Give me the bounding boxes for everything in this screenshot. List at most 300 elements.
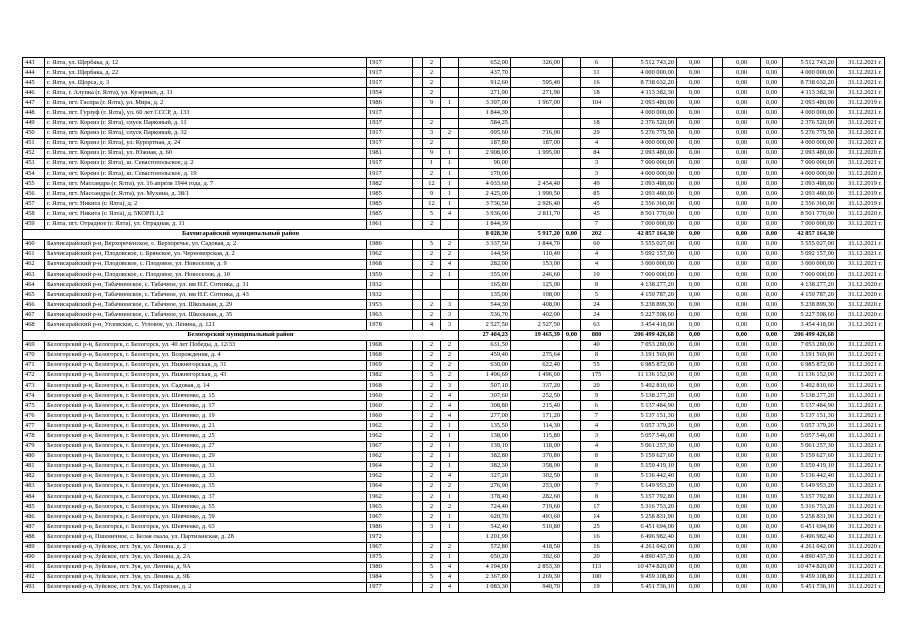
- cell-residents: 4: [581, 249, 613, 259]
- cell-year-built: 1962: [367, 249, 413, 259]
- cell-residents: 4: [581, 421, 613, 431]
- cell-floors: 2: [423, 169, 441, 179]
- cell-completion-date: 31.12.2021 г.: [837, 128, 885, 138]
- cell-floors: 2: [423, 542, 441, 552]
- cell-fund-cost: 0,00: [677, 118, 713, 128]
- cell-completion-date: 31.12.2021 г.: [837, 492, 885, 502]
- cell-non-living-area: [563, 199, 581, 209]
- cell-address: Бахчисарайский р-н, Плодовское, с. Брянское, ул. Черноморская, д. 2: [45, 249, 367, 259]
- cell-living-area: 282,60: [511, 492, 563, 502]
- cell-non-living-area: [563, 492, 581, 502]
- cell-owner-funds: 5 136 442,40: [783, 471, 837, 481]
- cell-local-cost: 0,00: [761, 381, 783, 391]
- cell-completion-date: 31.12.2021 г.: [837, 441, 885, 451]
- cell-total-area: 630,00: [459, 360, 511, 370]
- cell-year-built: 1981: [367, 148, 413, 158]
- cell-address: г. Ялта, ул. Щербака, д. 22: [45, 68, 367, 78]
- cell-local-cost: 0,00: [761, 441, 783, 451]
- cell-floors: 5: [423, 239, 441, 249]
- cell-row-number: 464: [23, 280, 45, 290]
- cell-residents: 25: [581, 522, 613, 532]
- cell-address: г. Ялта, ул. Щорса, д. 3: [45, 78, 367, 88]
- cell-fund-cost: 0,00: [677, 179, 713, 189]
- cell-floors: 2: [423, 350, 441, 360]
- cell-completion-date: 31.12.2021 г.: [837, 370, 885, 380]
- cell-address: Белогорский р-н, Белогорск, г. Белогорск, ул. 40 лет Победы, д. 12/33: [45, 340, 367, 350]
- cell-residents: 4: [581, 441, 613, 451]
- subtotal-completion-date: [837, 229, 885, 239]
- cell-total-cost: 2 093 480,00: [613, 148, 677, 158]
- cell-owner-funds: 5 258 831,90: [783, 512, 837, 522]
- cell-owner-funds: 2 093 480,00: [783, 179, 837, 189]
- cell-floors: 2: [423, 68, 441, 78]
- cell-completion-date: 31.12.2020 г.: [837, 280, 885, 290]
- cell-residents: 3: [581, 431, 613, 441]
- cell-total-area: 2 527,50: [459, 320, 511, 330]
- cell-residents: 60: [581, 239, 613, 249]
- cell-owner-funds: 2 376 520,00: [783, 118, 837, 128]
- table-row: [23, 441, 885, 451]
- table-row: [23, 58, 885, 68]
- cell-non-living-area: [563, 451, 581, 461]
- cell-residents: 49: [581, 179, 613, 189]
- cell-regional-cost: 0,00: [723, 522, 761, 532]
- cell-total-area: 1 496,60: [459, 370, 511, 380]
- cell-entrances: [441, 138, 459, 148]
- cell-year-reconstructed: [413, 320, 423, 330]
- table-row: [23, 148, 885, 158]
- cell-total-cost: 5 057 546,00: [613, 431, 677, 441]
- cell-non-living-area: [563, 280, 581, 290]
- cell-year-built: 1917: [367, 128, 413, 138]
- cell-local-cost: 0,00: [761, 370, 783, 380]
- table-row: [23, 158, 885, 168]
- cell-row-number: 460: [23, 239, 45, 249]
- cell-total-cost: 4 000 000,00: [613, 169, 677, 179]
- cell-year-reconstructed: [413, 98, 423, 108]
- cell-owner-funds: 2 093 480,00: [783, 98, 837, 108]
- cell-total-area: 3 736,50: [459, 199, 511, 209]
- cell-completion-date: 31.12.2020 г.: [837, 310, 885, 320]
- cell-owner-funds: 7 000 000,00: [783, 269, 837, 279]
- cell-non-living-area: [563, 421, 581, 431]
- table-row: [23, 421, 885, 431]
- cell-residents: 85: [581, 189, 613, 199]
- cell-local-cost: 0,00: [761, 512, 783, 522]
- cell-residents: 6: [581, 401, 613, 411]
- cell-year-reconstructed: [413, 199, 423, 209]
- cell-residents: 11: [581, 68, 613, 78]
- cell-owner-funds: 5 316 753,20: [783, 502, 837, 512]
- district-title: Белогорский муниципальный район: [23, 330, 459, 340]
- cell-owner-funds: 7 053 280,00: [783, 340, 837, 350]
- district-subtotal-row: [23, 229, 885, 239]
- cell-fund-cost: 0,00: [677, 300, 713, 310]
- cell-budget-cost: [713, 350, 723, 360]
- cell-budget-cost: [713, 471, 723, 481]
- cell-address: Бахчисарайский р-н, Плодовское, с. Плодовое, ул. Новоселов, д. 9: [45, 259, 367, 269]
- cell-row-number: 485: [23, 502, 45, 512]
- cell-owner-funds: 5 512 743,20: [783, 58, 837, 68]
- cell-floors: 1: [423, 158, 441, 168]
- cell-fund-cost: 0,00: [677, 58, 713, 68]
- cell-row-number: 449: [23, 118, 45, 128]
- cell-floors: 2: [423, 269, 441, 279]
- cell-year-reconstructed: [413, 128, 423, 138]
- cell-floors: [423, 108, 441, 118]
- cell-year-built: 1964: [367, 461, 413, 471]
- cell-owner-funds: 5 238 899,30: [783, 300, 837, 310]
- cell-address: Белогорский р-н, Белогорск, г. Белогорск, ул. Шевченко, д. 19: [45, 411, 367, 421]
- cell-regional-cost: 0,00: [723, 512, 761, 522]
- cell-year-reconstructed: [413, 239, 423, 249]
- subtotal-non-living-area: 0,00: [563, 229, 581, 239]
- cell-residents: 8: [581, 471, 613, 481]
- cell-fund-cost: 0,00: [677, 78, 713, 88]
- cell-owner-funds: 5 159 627,60: [783, 451, 837, 461]
- cell-entrances: [441, 58, 459, 68]
- cell-year-reconstructed: [413, 138, 423, 148]
- cell-year-reconstructed: [413, 269, 423, 279]
- cell-entrances: 1: [441, 492, 459, 502]
- cell-address: Бахчисарайский р-н, Табачненское, с. Табачное, ул. Школьная, д. 29: [45, 300, 367, 310]
- cell-year-reconstructed: [413, 310, 423, 320]
- cell-living-area: [511, 158, 563, 168]
- subtotal-total-cost: 42 857 164,30: [613, 229, 677, 239]
- cell-year-reconstructed: [413, 461, 423, 471]
- cell-year-built: 1982: [367, 179, 413, 189]
- table-row: [23, 310, 885, 320]
- cell-row-number: 469: [23, 340, 45, 350]
- cell-fund-cost: 0,00: [677, 381, 713, 391]
- cell-total-area: 382,80: [459, 451, 511, 461]
- cell-budget-cost: [713, 492, 723, 502]
- cell-entrances: 1: [441, 98, 459, 108]
- cell-row-number: 445: [23, 78, 45, 88]
- cell-non-living-area: [563, 582, 581, 592]
- cell-total-area: 995,60: [459, 128, 511, 138]
- cell-total-area: 4 194,00: [459, 562, 511, 572]
- cell-owner-funds: 5 092 157,00: [783, 249, 837, 259]
- cell-fund-cost: 0,00: [677, 391, 713, 401]
- cell-entrances: 1: [441, 158, 459, 168]
- cell-living-area: [511, 68, 563, 78]
- cell-fund-cost: 0,00: [677, 441, 713, 451]
- cell-year-reconstructed: [413, 108, 423, 118]
- cell-year-reconstructed: [413, 249, 423, 259]
- cell-total-cost: 4 000 000,00: [613, 108, 677, 118]
- cell-owner-funds: 5 057 546,00: [783, 431, 837, 441]
- subtotal-regional-cost: 0,00: [723, 229, 761, 239]
- cell-year-reconstructed: [413, 582, 423, 592]
- cell-budget-cost: [713, 179, 723, 189]
- cell-address: Белогорский р-н, Зуйское, пгт. Зуя, ул. Ленина, д. 9Б: [45, 572, 367, 582]
- cell-owner-funds: 5 276 779,58: [783, 128, 837, 138]
- cell-total-cost: 5 157 792,80: [613, 492, 677, 502]
- cell-residents: 104: [581, 98, 613, 108]
- subtotal-budget-cost: [713, 229, 723, 239]
- cell-total-area: 3 337,50: [459, 239, 511, 249]
- cell-budget-cost: [713, 169, 723, 179]
- cell-year-reconstructed: [413, 340, 423, 350]
- cell-total-area: 135,00: [459, 290, 511, 300]
- cell-residents: 55: [581, 360, 613, 370]
- cell-fund-cost: 0,00: [677, 451, 713, 461]
- cell-total-area: 3 397,00: [459, 98, 511, 108]
- table-row: [23, 350, 885, 360]
- cell-year-built: 1967: [367, 542, 413, 552]
- cell-year-built: 1975: [367, 552, 413, 562]
- cell-budget-cost: [713, 280, 723, 290]
- cell-address: г. Ялта, пгт. Гаспра (г. Ялта), ул. Мира, д. 2: [45, 98, 367, 108]
- cell-non-living-area: [563, 259, 581, 269]
- cell-living-area: 275,64: [511, 350, 563, 360]
- cell-non-living-area: [563, 98, 581, 108]
- cell-owner-funds: 6 985 872,00: [783, 360, 837, 370]
- cell-total-area: 584,25: [459, 118, 511, 128]
- cell-year-reconstructed: [413, 572, 423, 582]
- cell-row-number: 459: [23, 219, 45, 229]
- cell-regional-cost: 0,00: [723, 411, 761, 421]
- cell-fund-cost: 0,00: [677, 219, 713, 229]
- cell-total-cost: 6 451 694,00: [613, 522, 677, 532]
- cell-year-built: 1962: [367, 421, 413, 431]
- cell-budget-cost: [713, 441, 723, 451]
- cell-total-cost: 6 496 982,40: [613, 532, 677, 542]
- cell-completion-date: 31.12.2021 г.: [837, 512, 885, 522]
- cell-owner-funds: 6 496 982,40: [783, 532, 837, 542]
- cell-entrances: 1: [441, 461, 459, 471]
- cell-floors: 2: [423, 219, 441, 229]
- cell-address: Бахчисарайский р-н, Табачненское, с. Табачное, ул. им Н.Г. Сотника, д. 43: [45, 290, 367, 300]
- cell-floors: 2: [423, 552, 441, 562]
- cell-year-built: 1968: [367, 259, 413, 269]
- cell-row-number: 455: [23, 179, 45, 189]
- cell-local-cost: 0,00: [761, 169, 783, 179]
- cell-total-area: 276,90: [459, 481, 511, 491]
- cell-regional-cost: 0,00: [723, 290, 761, 300]
- cell-address: Белогорский р-н, Белогорск, г. Белогорск, ул. Шевченко, д. 55: [45, 502, 367, 512]
- cell-row-number: 443: [23, 58, 45, 68]
- cell-total-area: 2 425,00: [459, 189, 511, 199]
- cell-local-cost: 0,00: [761, 179, 783, 189]
- cell-total-area: 542,40: [459, 522, 511, 532]
- cell-regional-cost: 0,00: [723, 360, 761, 370]
- cell-total-cost: 3 191 569,80: [613, 350, 677, 360]
- cell-living-area: 153,00: [511, 259, 563, 269]
- cell-budget-cost: [713, 552, 723, 562]
- table-row: [23, 138, 885, 148]
- subtotal-fund-cost: 0,00: [677, 229, 713, 239]
- cell-row-number: 466: [23, 300, 45, 310]
- cell-total-cost: 2 556 360,00: [613, 199, 677, 209]
- cell-completion-date: 31.12.2021 г.: [837, 411, 885, 421]
- cell-year-built: 1963: [367, 310, 413, 320]
- cell-year-reconstructed: [413, 118, 423, 128]
- cell-local-cost: 0,00: [761, 138, 783, 148]
- cell-row-number: 482: [23, 471, 45, 481]
- cell-total-area: 1 083,30: [459, 582, 511, 592]
- cell-local-cost: 0,00: [761, 320, 783, 330]
- cell-budget-cost: [713, 411, 723, 421]
- cell-budget-cost: [713, 431, 723, 441]
- cell-fund-cost: 0,00: [677, 481, 713, 491]
- cell-budget-cost: [713, 128, 723, 138]
- cell-total-area: 652,00: [459, 58, 511, 68]
- cell-budget-cost: [713, 138, 723, 148]
- cell-year-reconstructed: [413, 350, 423, 360]
- cell-year-built: 1978: [367, 320, 413, 330]
- cell-completion-date: 31.12.2021 г.: [837, 138, 885, 148]
- cell-total-area: 282,00: [459, 259, 511, 269]
- cell-owner-funds: 9 459 108,80: [783, 572, 837, 582]
- cell-budget-cost: [713, 502, 723, 512]
- cell-living-area: [511, 108, 563, 118]
- cell-completion-date: 31.12.2021 г.: [837, 118, 885, 128]
- cell-living-area: 358,00: [511, 461, 563, 471]
- cell-residents: 9: [581, 391, 613, 401]
- cell-total-cost: 4 150 787,20: [613, 290, 677, 300]
- table-row: [23, 481, 885, 491]
- cell-year-reconstructed: [413, 532, 423, 542]
- cell-budget-cost: [713, 148, 723, 158]
- cell-entrances: 1: [441, 552, 459, 562]
- cell-address: Белогорский р-н, Белогорск, г. Белогорск, ул. Шевченко, д. 17: [45, 401, 367, 411]
- cell-total-cost: 5 451 736,10: [613, 582, 677, 592]
- cell-regional-cost: 0,00: [723, 401, 761, 411]
- cell-fund-cost: 0,00: [677, 310, 713, 320]
- cell-row-number: 483: [23, 481, 45, 491]
- cell-budget-cost: [713, 481, 723, 491]
- cell-non-living-area: [563, 431, 581, 441]
- cell-completion-date: 31.12.2021 г.: [837, 401, 885, 411]
- cell-address: Белогорский р-н, Зуйское, пгт. Зуя, ул. Партизан, д. 2: [45, 582, 367, 592]
- cell-address: Белогорский р-н, Белогорск, г. Белогорск, ул. Шевченко, д. 63: [45, 522, 367, 532]
- cell-year-built: 1982: [367, 370, 413, 380]
- cell-local-cost: 0,00: [761, 401, 783, 411]
- cell-regional-cost: 0,00: [723, 269, 761, 279]
- cell-total-area: 2 908,00: [459, 148, 511, 158]
- cell-year-reconstructed: [413, 209, 423, 219]
- cell-owner-funds: 4 113 382,30: [783, 88, 837, 98]
- cell-floors: 5: [423, 370, 441, 380]
- cell-local-cost: 0,00: [761, 58, 783, 68]
- cell-entrances: [441, 280, 459, 290]
- cell-regional-cost: 0,00: [723, 189, 761, 199]
- cell-floors: 2: [423, 512, 441, 522]
- cell-total-cost: 4 138 277,20: [613, 280, 677, 290]
- cell-budget-cost: [713, 269, 723, 279]
- cell-non-living-area: [563, 300, 581, 310]
- cell-living-area: 622,40: [511, 360, 563, 370]
- cell-year-built: 1968: [367, 381, 413, 391]
- cell-living-area: 1 995,00: [511, 148, 563, 158]
- table-row: [23, 98, 885, 108]
- cell-entrances: 4: [441, 259, 459, 269]
- cell-entrances: 4: [441, 562, 459, 572]
- cell-owner-funds: 8 501 770,00: [783, 209, 837, 219]
- cell-regional-cost: 0,00: [723, 58, 761, 68]
- cell-floors: 9: [423, 189, 441, 199]
- cell-completion-date: 31.12.2021 г.: [837, 219, 885, 229]
- cell-total-area: 3 936,00: [459, 209, 511, 219]
- cell-address: г. Ялта, г. Алупка (г. Ялта), ул. Кузерных, д. 11: [45, 88, 367, 98]
- cell-fund-cost: 0,00: [677, 572, 713, 582]
- cell-fund-cost: 0,00: [677, 471, 713, 481]
- cell-fund-cost: 0,00: [677, 522, 713, 532]
- cell-year-built: 1985: [367, 189, 413, 199]
- cell-row-number: 463: [23, 269, 45, 279]
- cell-entrances: 3: [441, 381, 459, 391]
- cell-floors: 3: [423, 128, 441, 138]
- cell-address: г. Ялта, пгт. Массандра (г. Ялта), ул. 16 апреля 1944 года, д. 7: [45, 179, 367, 189]
- cell-regional-cost: 0,00: [723, 481, 761, 491]
- cell-address: Белогорский р-н, Белогорск, г. Белогорск, ул. Шевченко, д. 21: [45, 421, 367, 431]
- cell-residents: 3: [581, 169, 613, 179]
- cell-non-living-area: [563, 128, 581, 138]
- cell-floors: [423, 280, 441, 290]
- cell-residents: 175: [581, 370, 613, 380]
- cell-total-cost: 5 137 484,90: [613, 401, 677, 411]
- cell-total-cost: 2 093 480,00: [613, 189, 677, 199]
- cell-address: Белогорский р-н, Зуйское, пгт. Зуя, ул. Ленина, д. 2А: [45, 552, 367, 562]
- cell-completion-date: 31.12.2021 г.: [837, 471, 885, 481]
- cell-total-area: 650,20: [459, 552, 511, 562]
- cell-completion-date: 31.12.2019 г.: [837, 179, 885, 189]
- subtotal-total-cost: 206 499 426,68: [613, 330, 677, 340]
- cell-total-area: 544,30: [459, 300, 511, 310]
- cell-floors: 2: [423, 58, 441, 68]
- cell-total-cost: 5 227 598,60: [613, 310, 677, 320]
- subtotal-regional-cost: 0,00: [723, 330, 761, 340]
- cell-completion-date: 31.12.2021 г.: [837, 391, 885, 401]
- cell-local-cost: 0,00: [761, 219, 783, 229]
- cell-local-cost: 0,00: [761, 148, 783, 158]
- cell-living-area: 940,70: [511, 582, 563, 592]
- cell-living-area: [511, 118, 563, 128]
- cell-fund-cost: 0,00: [677, 532, 713, 542]
- cell-residents: 8: [581, 461, 613, 471]
- cell-budget-cost: [713, 58, 723, 68]
- cell-living-area: 125,00: [511, 280, 563, 290]
- cell-local-cost: 0,00: [761, 189, 783, 199]
- cell-residents: 6: [581, 58, 613, 68]
- cell-fund-cost: 0,00: [677, 169, 713, 179]
- cell-non-living-area: [563, 219, 581, 229]
- cell-entrances: 2: [441, 350, 459, 360]
- cell-total-cost: 4 000 000,00: [613, 68, 677, 78]
- cell-owner-funds: 2 093 480,00: [783, 148, 837, 158]
- table-row: [23, 471, 885, 481]
- subtotal-non-living-area: 0,00: [563, 330, 581, 340]
- cell-regional-cost: 0,00: [723, 542, 761, 552]
- table-row: [23, 542, 885, 552]
- cell-residents: 45: [581, 209, 613, 219]
- cell-fund-cost: 0,00: [677, 562, 713, 572]
- cell-budget-cost: [713, 542, 723, 552]
- cell-budget-cost: [713, 512, 723, 522]
- cell-non-living-area: [563, 138, 581, 148]
- cell-total-cost: 8 501 770,00: [613, 209, 677, 219]
- cell-year-reconstructed: [413, 401, 423, 411]
- cell-owner-funds: 5 492 810,60: [783, 381, 837, 391]
- cell-floors: 2: [423, 88, 441, 98]
- cell-regional-cost: 0,00: [723, 280, 761, 290]
- cell-total-cost: 5 149 953,20: [613, 481, 677, 491]
- table-row: [23, 300, 885, 310]
- cell-non-living-area: [563, 512, 581, 522]
- cell-total-cost: 5 276 779,58: [613, 128, 677, 138]
